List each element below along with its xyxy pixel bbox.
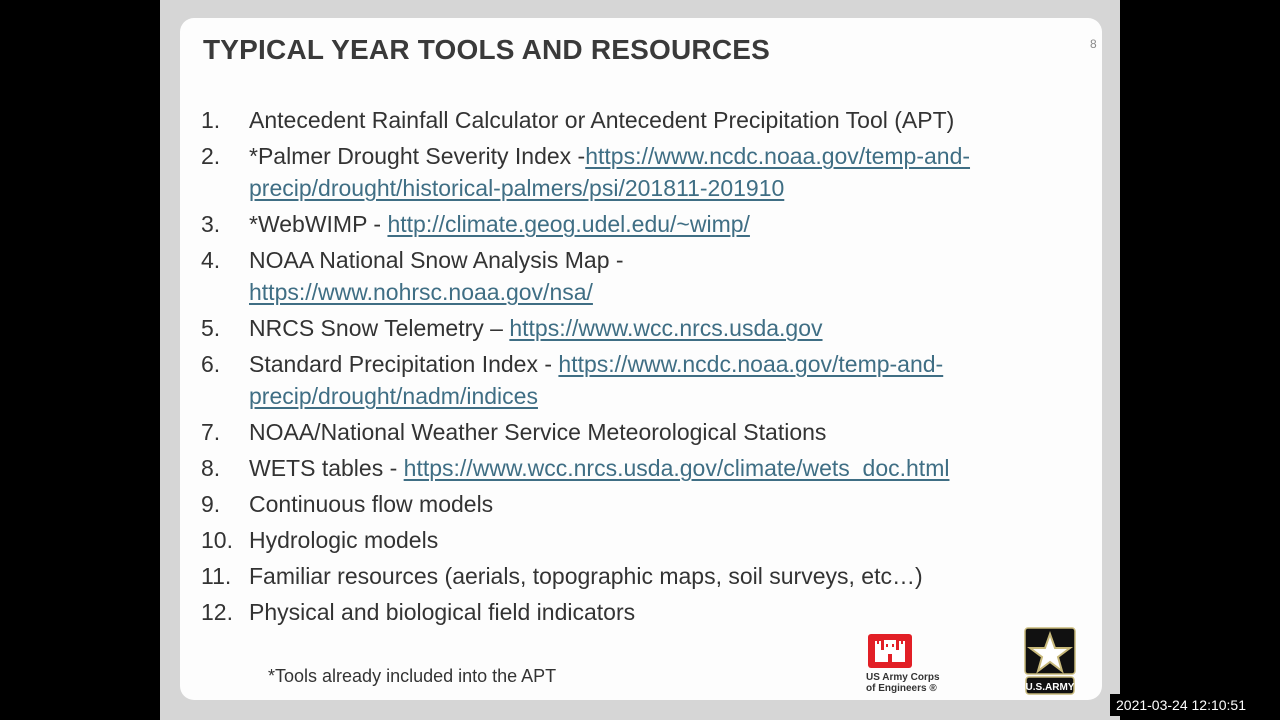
list-item: 10. Hydrologic models	[201, 527, 439, 553]
svg-text:U.S.ARMY: U.S.ARMY	[1025, 682, 1075, 693]
spi-link[interactable]: https://www.ncdc.noaa.gov/temp-and-precip/drought/nadm/indices	[249, 351, 944, 409]
list-item: 5. NRCS Snow Telemetry – https://www.wcc.nrcs.usda.gov	[201, 315, 823, 341]
list-item: 12. Physical and biological field indicators	[201, 599, 636, 625]
list-item: 7. NOAA/National Weather Service Meteorological Stations	[201, 419, 827, 445]
slide-title: TYPICAL YEAR TOOLS AND RESOURCES	[203, 34, 771, 65]
list-item: 9. Continuous flow models	[201, 491, 494, 517]
usace-logo: US Army Corps of Engineers ®	[866, 634, 956, 694]
castle-icon	[868, 634, 912, 668]
webwimp-link[interactable]: http://climate.geog.udel.edu/~wimp/	[387, 211, 750, 237]
list-item: 2. *Palmer Drought Severity Index -https://www.ncdc.noaa.gov/temp-and-precip/drought/historical-palmers/psi/201811-201910	[201, 143, 971, 201]
resource-list	[201, 104, 1081, 632]
snotel-link[interactable]: https://www.wcc.nrcs.usda.gov	[509, 315, 823, 341]
footnote: *Tools already included into the APT	[268, 666, 557, 686]
list-item: 6. Standard Precipitation Index - https://www.ncdc.noaa.gov/temp-and-precip/drought/nadm/indices	[201, 351, 944, 409]
wets-link[interactable]: https://www.wcc.nrcs.usda.gov/climate/wets_doc.html	[403, 455, 950, 481]
list-item: 1. Antecedent Rainfall Calculator or Antecedent Precipitation Tool (APT)	[201, 107, 955, 133]
palmer-link[interactable]: https://www.ncdc.noaa.gov/temp-and-precip/drought/historical-palmers/psi/201811-201910	[249, 143, 971, 201]
list-item: 4. NOAA National Snow Analysis Map - https://www.nohrsc.noaa.gov/nsa/	[201, 247, 624, 305]
list-item: 3. *WebWIMP - http://climate.geog.udel.edu/~wimp/	[201, 211, 750, 237]
list-item: 8. WETS tables - https://www.wcc.nrcs.usda.gov/climate/wets_doc.html	[201, 455, 950, 481]
nsa-link[interactable]: https://www.nohrsc.noaa.gov/nsa/	[249, 279, 593, 305]
us-army-logo	[1024, 627, 1076, 695]
list-item: 11. Familiar resources (aerials, topographic maps, soil surveys, etc…)	[201, 563, 923, 589]
army-star-icon	[1024, 627, 1076, 695]
video-timestamp: 2021-03-24 12:10:51	[1110, 694, 1252, 716]
slide-number: 8	[1090, 37, 1097, 51]
